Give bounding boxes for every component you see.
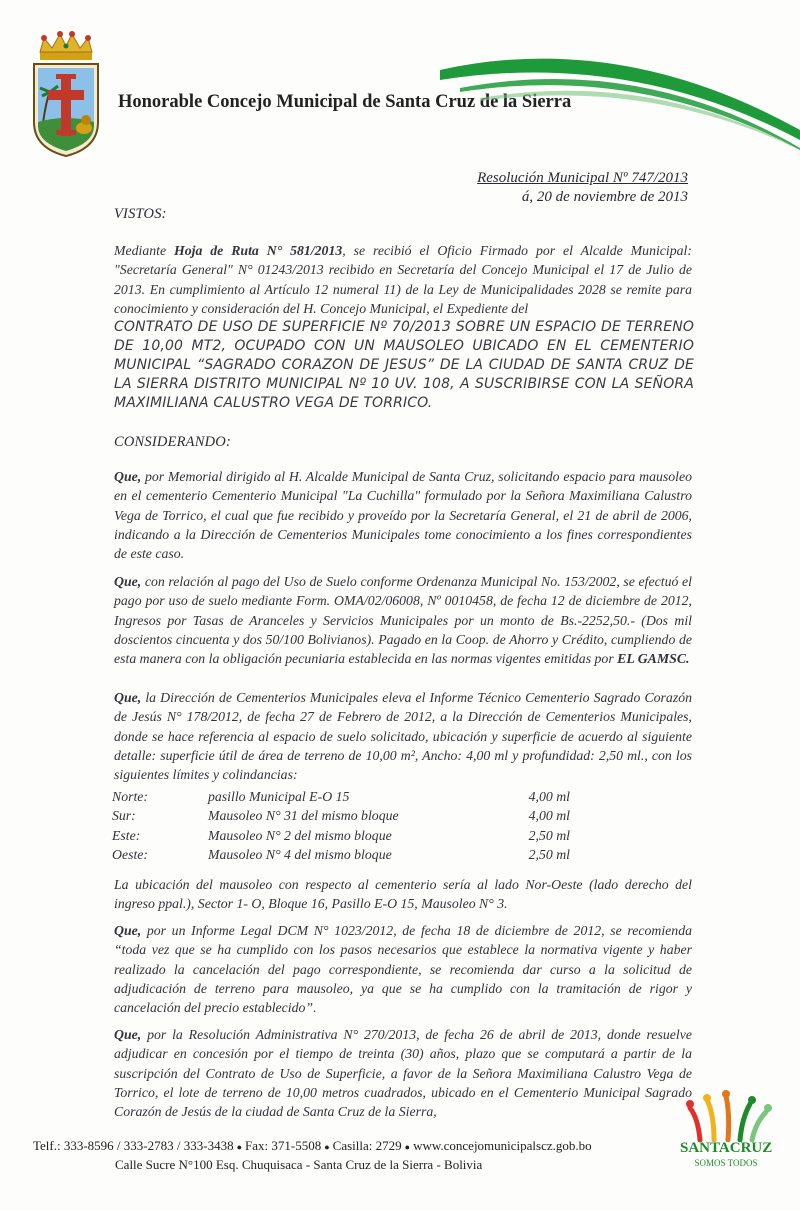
paragraph-lead: Que, [114,574,142,589]
boundary-desc: pasillo Municipal E-O 15 [208,789,350,804]
considerando-heading: CONSIDERANDO: [114,434,231,450]
boundary-desc: Mausoleo N° 4 del mismo bloque [208,846,392,862]
footer-contact-line [33,1137,592,1156]
resolution-date: á, 20 de noviembre de 2013 [521,189,688,205]
bullet-icon: ● [404,1142,411,1152]
boundary-measure: 2,50 ml [528,846,570,862]
paragraph-text: por un Informe Legal DCM N° 1023/2012, de fecha 18 de diciembre de 2012, se recomienda “toda vez que se ha cumplido con los pasos necesarios que establece la normativa vigente y haber realizado la cancelación del pago correspondiente, se recomienda dar curso a la solicitud de adjudicación de terreno para mausoleo, ya que se ha cumplido con la tramitación de rigor y cancelación del precio establecido”. [114,923,692,1016]
table-row [112,847,570,866]
people-figures-icon [680,1090,772,1142]
hoja-de-ruta: Hoja de Ruta N° 581/2013 [174,243,343,258]
boundary-measure: 4,00 ml [528,808,570,824]
contract-title: CONTRATO DE USO DE SUPERFICIE Nº 70/2013 SOBRE UN ESPACIO DE TERRENO DE 10,00 MT2, OCUPADO CON UN MAUSOLEO UBICADO EN EL CEMENTERIO MUNICIPAL “SAGRADO CORAZON DE JESUS” DE LA CIUDAD DE SANTA CRUZ DE LA SIERRA DISTRITO MUNICIPAL Nº 10 UV. 108, A SUSCRIBIRSE CON LA SEÑORA MAXIMILIANA CALUSTRO VEGA DE TORRICO. [114,319,694,411]
boundary-measure: 2,50 ml [528,827,570,843]
boundary-side: Sur: [112,808,136,824]
paragraph-text: con relación al pago del Uso de Suelo conforme Ordenanza Municipal No. 153/2002, se efectuó el pago por uso de suelo mediante Form. OMA/02/06008, Nº 0010458, de fecha 12 de diciembre de 2012, Ingresos por Tasas de Aranceles y Servicios Municipales por un monto de Bs.-2252,50.- (Dos mil doscientos cincuenta y dos 50/100 Bolivianos). Pagado en la Coop. de Ahorro y Crédito, cumpliendo de esta manera con la obligación pecuniaria establecida en las normas vigentes emitidas por [114,574,692,667]
bullet-icon: ● [236,1142,243,1152]
boundary-measure: 4,00 ml [528,789,570,804]
table-row [112,828,570,847]
footer-phone: Telf.: 333-8596 / 333-2783 / 333-3438 [33,1138,234,1153]
paragraph-lead: Que, [114,1027,142,1042]
logo-brand-text: SANTACRUZ [680,1140,773,1156]
paragraph-lead: Que, [114,923,142,938]
boundary-desc: Mausoleo N° 31 del mismo bloque [208,808,399,824]
paragraph-text: por Memorial dirigido al H. Alcalde Municipal de Santa Cruz, solicitando espacio para mausoleo en el cementerio Cementerio Municipal "La Cuchilla" formulado por la Señora Maximiliana Calustro Vega de Torrico, el cual que fue recibido y proveído por la Secretaría General, el 21 de abril de 2006, indicando a la Dirección de Cementerios Municipales tome conocimiento a los fines correspondientes de este caso. [114,469,692,562]
gamsc-bold: EL GAMSC. [617,651,690,667]
footer-website-link[interactable]: www.concejomunicipalscz.gob.bo [413,1138,592,1153]
considerando-paragraph-2 [114,572,692,668]
resolution-number: Resolución Municipal Nº 747/2013 [477,170,688,186]
footer-fax: Fax: 371-5508 [245,1138,322,1153]
organization-title: Honorable Concejo Municipal de Santa Cruz de la Sierra [118,92,572,112]
location-paragraph: La ubicación del mausoleo con respecto al cementerio sería al lado Nor-Oeste (lado derecho del ingreso ppal.), Sector 1- O, Bloque 16, Pasillo E-O 15, Mausoleo N° 3. [114,877,692,912]
boundary-side: Oeste: [112,846,149,862]
logo-tagline: SOMOS TODOS [694,1158,758,1168]
considerando-paragraph-5 [114,1025,692,1121]
vistos-lead: Mediante [114,243,175,258]
paragraph-text: la Dirección de Cementerios Municipales eleva el Informe Técnico Cementerio Sagrado Corazón de Jesús N° 178/2012, de fecha 27 de Febrero de 2012, a la Dirección de Cementerios Municipales, donde se hace referencia al espacio de suelo solicitado, ubicación y superficie de acuerdo al siguiente detalle: superficie útil de área de terreno de 10,00 m², Ancho: 4,00 ml y profundidad: 2,50 ml., con los siguientes límites y colindancias: [114,690,692,783]
municipal-crest-icon [28,30,104,158]
footer-address: Calle Sucre N°100 Esq. Chuquisaca - Santa Cruz de la Sierra - Bolivia [115,1157,483,1172]
considerando-paragraph-4 [114,921,692,1017]
considerando-paragraph-3 [114,688,692,784]
boundary-desc: Mausoleo N° 2 del mismo bloque [208,827,392,843]
boundary-side: Norte: [112,789,149,804]
paragraph-lead: Que, [114,690,142,705]
footer-casilla: Casilla: 2729 [332,1138,402,1153]
bullet-icon: ● [324,1142,330,1152]
paragraph-text: por la Resolución Administrativa N° 270/2013, de fecha 26 de abril de 2013, donde resuelve adjudicar en concesión por el tiempo de treinta (30) años, plazo que se computará a partir de la suscripción del Contrato de Uso de Superficie, a favor de la Señora Maximiliana Calustro Vega de Torrico, el lote de terreno de 10,00 metros cuadrados, ubicado en el Cementerio Municipal Sagrado Corazón de Jesús de la ciudad de Santa Cruz de la Sierra, [114,1027,692,1120]
vistos-heading: VISTOS: [114,206,167,222]
table-row [112,789,570,808]
footer [33,1137,592,1173]
boundaries-table [112,789,570,866]
boundary-side: Este: [112,827,141,843]
resolution-block [477,169,688,207]
santa-cruz-logo [680,1090,772,1180]
vistos-text: , se recibió el Oficio Firmado por el Alcalde Municipal: "Secretaría General" N° 01243/2013 recibido en Secretaría del Concejo Municipal el 17 de Julio de 2013. En cumplimiento al Artículo 12 numeral 11) de la Ley de Municipalidades 2028 se remite para conocimiento y consideración del H. Concejo Municipal, el Expediente del [114,243,692,316]
paragraph-lead: Que, [114,469,142,484]
vistos-paragraph [114,241,692,318]
header-swoosh-decoration [440,40,800,150]
crown-icon [40,31,92,60]
considerando-paragraph-1 [114,467,692,563]
table-row [112,808,570,827]
